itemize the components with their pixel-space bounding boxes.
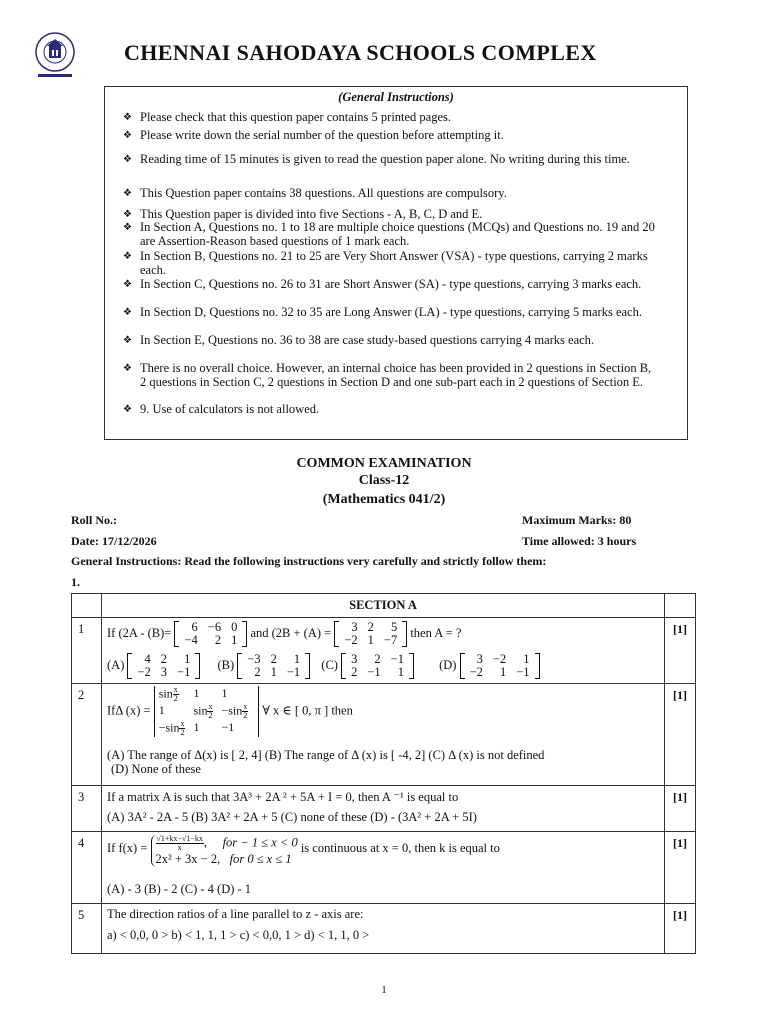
question-mark: [1] [665, 786, 696, 832]
matrix-entry: −2 [137, 665, 151, 679]
matrix-entry: −4 [184, 633, 198, 647]
section-a-heading: SECTION A [102, 594, 665, 618]
matrix-entry: 1 [270, 665, 277, 679]
matrix-entry: 1 [293, 652, 301, 666]
matrix-entry: 3 [351, 620, 358, 634]
matrix-entry: 1 [184, 652, 191, 666]
question-5-body [102, 904, 665, 954]
exam-title: COMMON EXAMINATION [296, 456, 472, 471]
question-4-body [102, 832, 665, 904]
question-mark: [1] [665, 684, 696, 786]
matrix-entry: 2 [374, 652, 381, 666]
matrix [334, 621, 407, 647]
general-instructions-box [104, 86, 688, 440]
matrix-entry: −3 [247, 652, 261, 666]
exam-date: Date: 17/12/2026 [71, 534, 157, 548]
instruction-item: ❖ Please write down the serial number of the question before attempting it. [123, 128, 504, 142]
matrix [174, 621, 247, 647]
matrix-entry: −1 [516, 665, 530, 679]
question-1-statement: If (2A - (B)= 6 −6 0 −4 2 1 and (2B + (A) = 3 2 5 −2 1 −7 then A = ? [107, 620, 462, 647]
matrix-entry: −1 [177, 665, 191, 679]
matrix-entry: 2 [214, 633, 222, 647]
matrix [237, 653, 310, 679]
instruction-item: ❖ This Question paper contains 38 questions. All questions are compulsory. [123, 186, 507, 200]
matrix-entry: 2 [160, 652, 168, 666]
question-2-statement: IfΔ (x) = sin $\frac{x}{2}$ 1 1 1 sin $\frac{x}{2}$ −sin $\frac{x}{2}$ −sin $\frac{x}{2}$ 1 −1 ∀ x ∈ [ 0, π ] then [107, 685, 353, 737]
question-2-options-line-2: (D) None of these [111, 762, 201, 776]
instruction-item: ❖ In Section E, Questions no. 36 to 38 are case study-based questions carrying 4 marks each. [123, 333, 595, 347]
question-number: 3 [72, 786, 102, 832]
question-number: 4 [72, 832, 102, 904]
question-2-body [102, 684, 665, 786]
matrix-entry: −2 [469, 665, 483, 679]
exam-subject: (Mathematics 041/2) [322, 492, 446, 507]
matrix-entry: −6 [207, 620, 222, 634]
question-1-options [107, 653, 540, 679]
instruction-item: ❖ In Section B, Questions no. 21 to 25 are Very Short Answer (VSA) - type questions, carrying 2 marks each. [123, 249, 648, 277]
general-instructions-line: General Instructions: Read the following instructions very carefully and strictly follow them: [71, 554, 547, 568]
question-mark: [1] [665, 904, 696, 954]
question-2-options-line-1: (A) The range of Δ(x) is [ 2, 4] (B) The range of Δ (x) is [ -4, 2] (C) Δ (x) is not defined [107, 748, 545, 762]
instruction-item: ❖ Reading time of 15 minutes is given to read the question paper alone. No writing during this time. [123, 152, 630, 166]
general-instructions-title: (General Instructions) [338, 90, 454, 104]
page-number: 1 [381, 984, 387, 996]
maximum-marks: Maximum Marks: 80 [522, 513, 632, 527]
matrix-entry: 2 [254, 665, 261, 679]
matrix [341, 653, 414, 679]
question-5-statement: The direction ratios of a line parallel to z - axis are: [107, 907, 364, 921]
matrix-entry: 3 [351, 652, 358, 666]
matrix [460, 653, 540, 679]
option-a-label: (A) [107, 657, 125, 672]
matrix [127, 653, 200, 679]
option-b-label: (B) [217, 657, 235, 672]
list-start-number: 1. [71, 575, 80, 589]
matrix-entry: 1 [397, 665, 404, 679]
matrix-entry: 0 [231, 620, 238, 634]
instruction-item: ❖ In Section A, Questions no. 1 to 18 are multiple choice questions (MCQs) and Questions no. 19 and 20 are Assertion-Reason based questions of 1 mark each. [123, 220, 655, 248]
instruction-item: ❖ Please check that this question paper contains 5 printed pages. [123, 110, 452, 124]
question-3-statement: If a matrix A is such that 3A³ + 2A ² + 5A + I = 0, then A ⁻¹ is equal to [107, 790, 459, 804]
section-a-table [71, 593, 696, 954]
matrix-entry: 2 [351, 665, 358, 679]
instruction-item: ❖ This Question paper is divided into five Sections - A, B, C, D and E. [123, 207, 483, 221]
question-number: 1 [72, 618, 102, 684]
matrix-entry: −1 [286, 665, 301, 679]
question-1-body [102, 618, 665, 684]
matrix-entry: 5 [390, 620, 398, 634]
question-3-options: (A) 3A² - 2A - 5 (B) 3A² + 2A + 5 (C) none of these (D) - (3A² + 2A + 5I) [107, 810, 477, 824]
matrix-entry: −7 [383, 633, 398, 647]
instruction-item: ❖ There is no overall choice. However, an internal choice has been provided in 2 questions in Section B, 2 questions in Section C, 2 questions in Section D and one sub-part each in 2 questions of Section E. [123, 361, 652, 389]
matrix-entry: −1 [390, 652, 404, 666]
question-mark: [1] [665, 832, 696, 904]
instruction-item: ❖ In Section D, Questions no. 32 to 35 are Long Answer (LA) - type questions, carrying 5 marks each. [123, 305, 642, 319]
option-d-label: (D) [439, 657, 457, 672]
matrix-entry: 6 [191, 620, 198, 634]
exam-class: Class-12 [358, 473, 410, 488]
question-number: 2 [72, 684, 102, 786]
matrix-entry: 1 [231, 633, 238, 647]
question-5-options: a) < 0,0, 0 > b) < 1, 1, 1 > c) < 0,0, 1 > d) < 1, 1, 0 > [107, 928, 370, 942]
school-emblem-logo [26, 30, 84, 82]
empty-cell [665, 594, 696, 618]
option-c-label: (C) [321, 657, 338, 672]
school-name-heading: CHENNAI SAHODAYA SCHOOLS COMPLEX [124, 40, 597, 65]
matrix-entry: 1 [499, 665, 507, 679]
empty-cell [72, 594, 102, 618]
question-mark: [1] [665, 618, 696, 684]
matrix-entry: 2 [270, 652, 277, 666]
instruction-item: ❖ 9. Use of calculators is not allowed. [123, 402, 320, 416]
matrix-entry: 4 [144, 652, 151, 666]
matrix-entry: 1 [367, 633, 374, 647]
instruction-item: ❖ In Section C, Questions no. 26 to 31 are Short Answer (SA) - type questions, carrying 3 marks each. [123, 277, 642, 291]
matrix-entry: −1 [367, 665, 381, 679]
question-4-options: (A) - 3 (B) - 2 (C) - 4 (D) - 1 [107, 882, 252, 896]
matrix-entry: 3 [476, 652, 483, 666]
matrix-entry: 3 [160, 665, 168, 679]
matrix-entry: 2 [367, 620, 374, 634]
matrix-entry: −2 [492, 652, 507, 666]
question-number: 5 [72, 904, 102, 954]
determinant: sin $\frac{x}{2}$ 1 1 1 sin $\frac{x}{2}$ −sin $\frac{x}{2}$ −sin $\frac{x}{2}$ 1 −1 [154, 686, 260, 737]
matrix-entry: 1 [523, 652, 530, 666]
question-4-statement: If f(x) = $\frac{√1+kx-√1-kx}{x}$ , for − 1 ≤ x < 0 2x² + 3x − 2, for 0 ≤ x ≤ 1 is continuous at x = 0, then k is equal to [107, 834, 500, 866]
question-3-body [102, 786, 665, 832]
time-allowed: Time allowed: 3 hours [522, 534, 637, 548]
roll-no-label: Roll No.: [71, 513, 117, 527]
matrix-entry: −2 [344, 633, 358, 647]
